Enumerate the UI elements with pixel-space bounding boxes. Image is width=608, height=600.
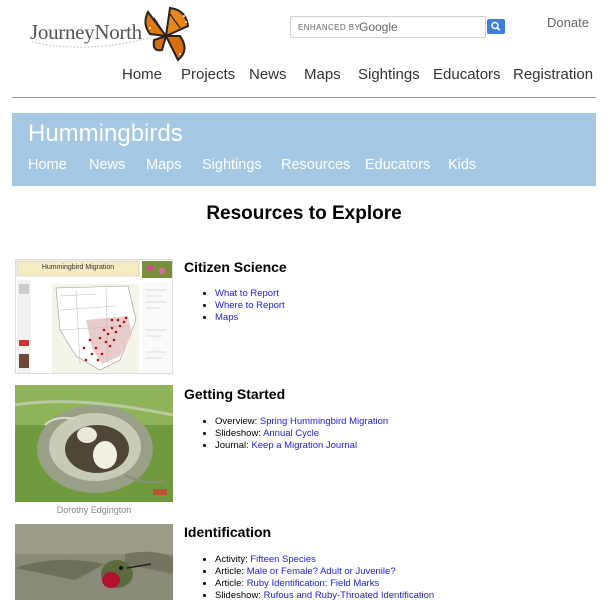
link-where-to-report[interactable]: Where to Report bbox=[215, 300, 285, 311]
hummingbird-nest-image bbox=[15, 385, 173, 502]
citizen-science-thumbnail[interactable] bbox=[15, 259, 173, 374]
nav-sightings[interactable]: Sightings bbox=[358, 66, 420, 83]
project-title[interactable]: Hummingbirds bbox=[28, 120, 183, 147]
link-male-or-female[interactable]: Male or Female? Adult or Juvenile? bbox=[246, 566, 396, 577]
link-fifteen-species[interactable]: Fifteen Species bbox=[250, 554, 316, 565]
page-title: Resources to Explore bbox=[206, 203, 402, 224]
donate-link[interactable]: Donate bbox=[547, 15, 589, 30]
list-item bbox=[215, 312, 285, 324]
nav-projects[interactable]: Projects bbox=[181, 66, 236, 83]
section-title-identification: Identification bbox=[184, 524, 272, 540]
link-rufous-ruby-identification[interactable]: Rufous and Ruby-Throated Identification bbox=[263, 590, 435, 600]
search-icon bbox=[487, 19, 505, 34]
section-title-getting-started: Getting Started bbox=[184, 386, 286, 402]
monarch-butterfly-icon bbox=[140, 6, 198, 62]
nav-educators[interactable]: Educators bbox=[433, 66, 501, 83]
list-item: • Slideshow: Annual Cycle bbox=[215, 428, 388, 440]
list-item: • Journal: Keep a Migration Journal bbox=[215, 440, 388, 452]
project-nav-educators[interactable]: Educators bbox=[365, 157, 431, 173]
logo-text: JourneyNorth bbox=[30, 20, 142, 44]
link-maps[interactable]: Maps bbox=[215, 312, 239, 323]
google-brand-label: Google bbox=[359, 20, 398, 34]
link-ruby-field-marks[interactable]: Ruby Identification: Field Marks bbox=[246, 578, 380, 589]
identification-links bbox=[215, 554, 434, 600]
project-nav-kids[interactable]: Kids bbox=[448, 157, 477, 173]
project-nav-home[interactable]: Home bbox=[28, 157, 67, 173]
section-title-citizen-science: Citizen Science bbox=[184, 259, 287, 275]
nav-home[interactable]: Home bbox=[122, 66, 163, 83]
ruby-throated-hummingbird-image bbox=[15, 524, 173, 600]
link-spring-migration[interactable]: Spring Hummingbird Migration bbox=[259, 416, 389, 427]
list-item: • Activity: Fifteen Species bbox=[215, 554, 434, 566]
link-what-to-report[interactable]: What to Report bbox=[215, 288, 279, 299]
nav-maps[interactable]: Maps bbox=[304, 66, 341, 83]
citizen-science-links bbox=[215, 288, 285, 324]
search-button[interactable] bbox=[487, 19, 505, 34]
list-item bbox=[215, 300, 285, 312]
project-banner bbox=[12, 113, 596, 186]
thumbnail-map-title: Hummingbird Migration bbox=[41, 264, 115, 271]
link-migration-journal[interactable]: Keep a Migration Journal bbox=[251, 440, 358, 451]
project-nav-sightings[interactable]: Sightings bbox=[202, 157, 262, 173]
list-item: • Overview: Spring Hummingbird Migration bbox=[215, 416, 388, 428]
list-item: • Article: Male or Female? Adult or Juvenile? bbox=[215, 566, 434, 578]
search-input[interactable] bbox=[290, 16, 486, 38]
nav-news[interactable]: News bbox=[249, 66, 287, 83]
project-nav-resources[interactable]: Resources bbox=[281, 157, 351, 173]
photo-credit: Dorothy Edgington bbox=[56, 505, 132, 515]
getting-started-thumbnail[interactable] bbox=[15, 385, 173, 502]
nav-registration[interactable]: Registration bbox=[513, 66, 594, 83]
search-enhanced-label: ENHANCED BY bbox=[298, 23, 361, 32]
project-nav-news[interactable]: News bbox=[89, 157, 126, 173]
identification-thumbnail[interactable] bbox=[15, 524, 173, 600]
getting-started-links bbox=[215, 416, 388, 452]
list-item: • Slideshow: Rufous and Ruby-Throated Identification bbox=[215, 590, 434, 600]
link-annual-cycle[interactable]: Annual Cycle bbox=[263, 428, 320, 439]
list-item bbox=[215, 288, 285, 300]
project-nav-maps[interactable]: Maps bbox=[146, 157, 182, 173]
journey-north-logo[interactable] bbox=[28, 8, 198, 64]
list-item: • Article: Ruby Identification: Field Marks bbox=[215, 578, 434, 590]
migration-map-image bbox=[16, 260, 173, 374]
header-divider bbox=[12, 97, 596, 98]
